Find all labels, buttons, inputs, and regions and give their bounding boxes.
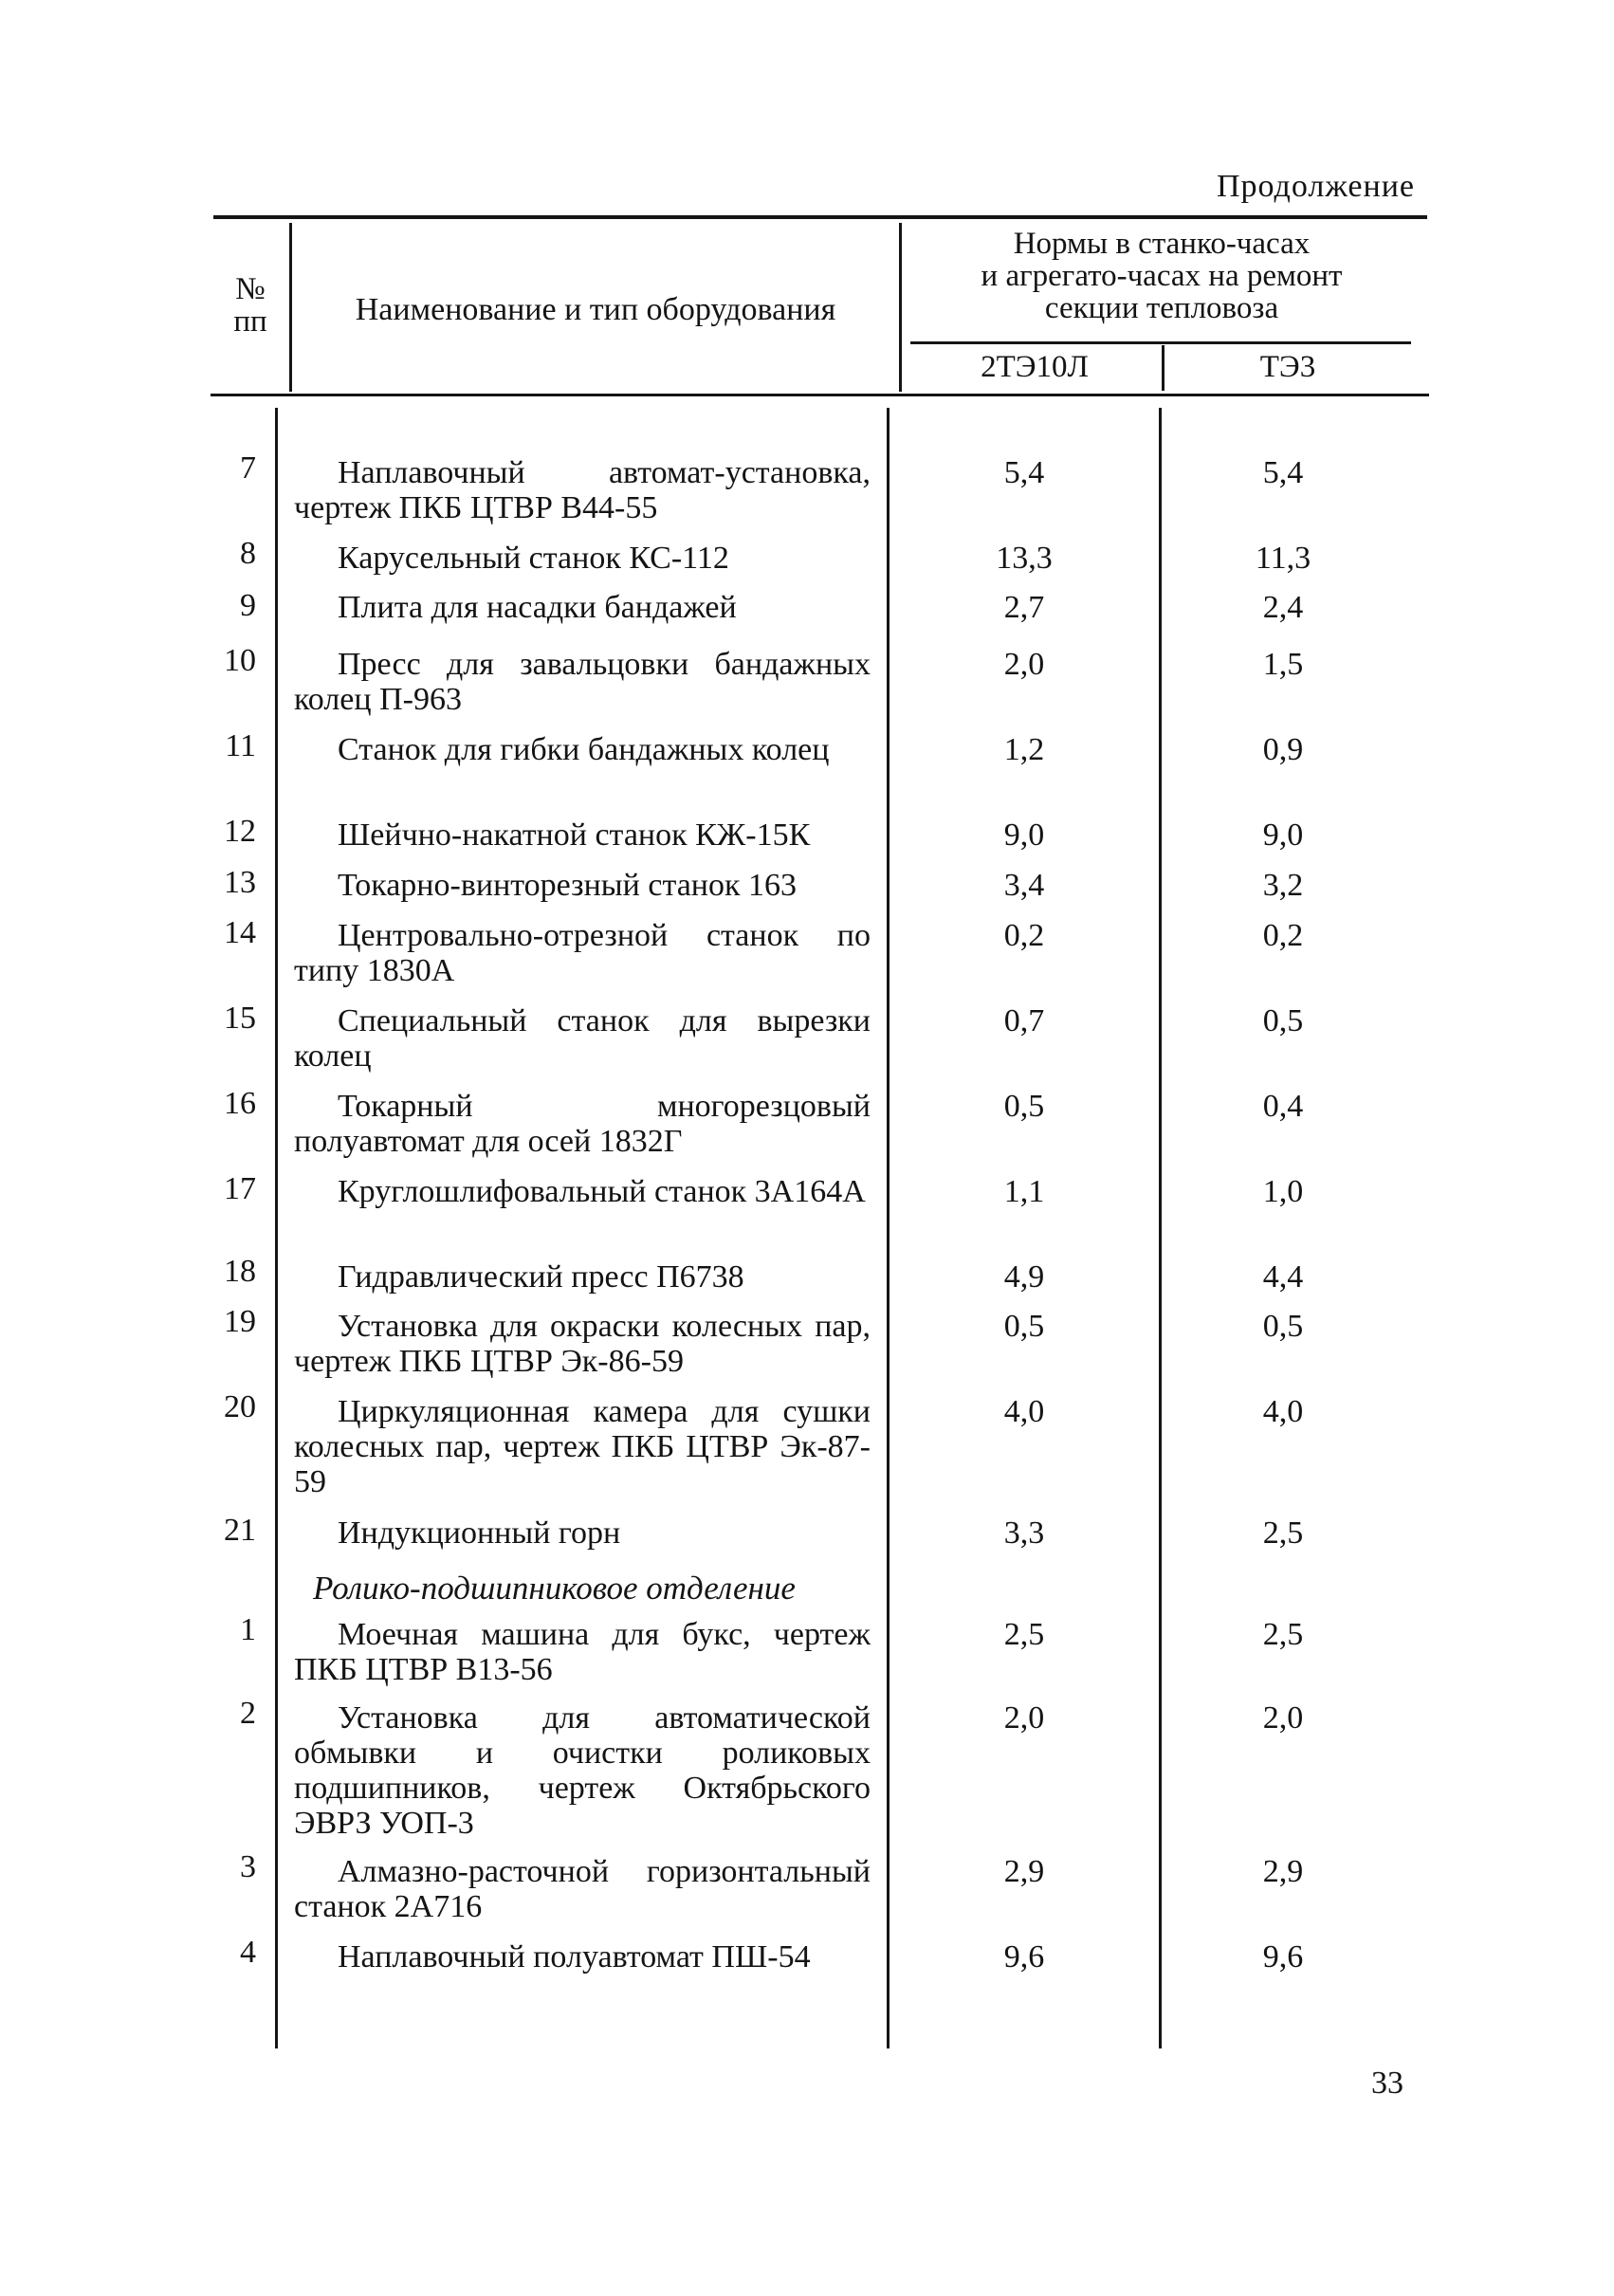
row-number: 10 xyxy=(224,643,256,678)
header-vrule-2 xyxy=(899,223,902,392)
row-name: Циркуляционная камера для сушки колесных пар, чертеж ПКБ ЦТВР Эк-87-59 xyxy=(294,1394,871,1499)
row-value-te3: 9,0 xyxy=(1262,817,1304,853)
row-value-te3: 2,4 xyxy=(1262,590,1304,625)
row-name: Наплавочный полуавтомат ПШ-54 xyxy=(338,1939,811,1975)
row-value-2te10l: 13,3 xyxy=(996,541,1053,576)
header-mid-rule xyxy=(910,341,1411,344)
header-bottom-rule xyxy=(211,394,1429,396)
row-number: 7 xyxy=(240,450,256,486)
row-value-te3: 0,5 xyxy=(1262,1309,1304,1344)
row-value-te3: 2,5 xyxy=(1262,1515,1304,1551)
row-value-te3: 4,0 xyxy=(1262,1394,1304,1429)
header-top-rule xyxy=(213,215,1427,219)
row-number: 15 xyxy=(224,1001,256,1036)
row-value-2te10l: 3,4 xyxy=(1003,868,1045,903)
row-name: Плита для насадки бандажей xyxy=(338,590,737,625)
body-vrule-2 xyxy=(887,408,890,2048)
row-number: 16 xyxy=(224,1086,256,1121)
row-value-te3: 11,3 xyxy=(1255,541,1311,576)
page-number: 33 xyxy=(1371,2066,1403,2101)
row-value-te3: 2,0 xyxy=(1262,1700,1304,1736)
row-number: 8 xyxy=(240,536,256,571)
row-value-te3: 0,2 xyxy=(1262,918,1304,953)
row-name: Гидравлический пресс П6738 xyxy=(338,1259,744,1295)
row-value-2te10l: 0,5 xyxy=(1003,1309,1045,1344)
row-value-2te10l: 2,0 xyxy=(1003,1700,1045,1736)
row-number: 14 xyxy=(224,915,256,950)
row-value-2te10l: 9,0 xyxy=(1003,817,1045,853)
row-name: Центровально-отрезной станок по типу 1830А xyxy=(294,918,871,988)
row-number: 2 xyxy=(240,1696,256,1731)
row-name: Моечная машина для букс, чертеж ПКБ ЦТВР В13-56 xyxy=(294,1617,871,1687)
row-number: 17 xyxy=(224,1171,256,1206)
row-name: Круглошлифовальный станок 3А164А xyxy=(338,1174,866,1209)
row-name: Пресс для завальцовки бандажных колец П-963 xyxy=(294,647,871,717)
continuation-label: Продолжение xyxy=(1216,169,1415,204)
row-value-2te10l: 1,1 xyxy=(1003,1174,1045,1209)
row-name: Токарно-винторезный станок 163 xyxy=(338,868,798,903)
row-number: 13 xyxy=(224,865,256,900)
row-value-te3: 9,6 xyxy=(1262,1939,1304,1975)
row-value-2te10l: 0,2 xyxy=(1003,918,1045,953)
row-value-2te10l: 5,4 xyxy=(1003,455,1045,490)
row-value-2te10l: 2,9 xyxy=(1003,1854,1045,1889)
section-title: Ролико-подшипниковое отделение xyxy=(313,1570,796,1607)
row-number: 18 xyxy=(224,1254,256,1289)
row-number: 21 xyxy=(224,1513,256,1548)
row-value-te3: 0,9 xyxy=(1262,732,1304,767)
row-value-2te10l: 2,0 xyxy=(1003,647,1045,682)
row-number: 19 xyxy=(224,1304,256,1339)
row-value-2te10l: 0,7 xyxy=(1003,1003,1045,1038)
row-value-2te10l: 0,5 xyxy=(1003,1089,1045,1124)
row-name: Карусельный станок КС-112 xyxy=(338,541,729,576)
row-value-te3: 0,5 xyxy=(1262,1003,1304,1038)
row-name: Шейчно-накатной станок КЖ-15К xyxy=(338,817,811,853)
row-value-2te10l: 4,9 xyxy=(1003,1259,1045,1295)
row-name: Индукционный горн xyxy=(338,1515,621,1551)
row-value-te3: 2,9 xyxy=(1262,1854,1304,1889)
row-value-te3: 5,4 xyxy=(1262,455,1304,490)
row-number: 20 xyxy=(224,1389,256,1424)
row-name: Токарный многорезцовый полуавтомат для осей 1832Г xyxy=(294,1089,871,1159)
row-value-te3: 1,0 xyxy=(1262,1174,1304,1209)
row-value-2te10l: 4,0 xyxy=(1003,1394,1045,1429)
row-name: Наплавочный автомат-установка, чертеж ПКБ ЦТВР В44-55 xyxy=(294,455,871,525)
row-name: Установка для окраски колесных пар, чертеж ПКБ ЦТВР Эк-86-59 xyxy=(294,1309,871,1379)
row-value-te3: 3,2 xyxy=(1262,868,1304,903)
row-number: 3 xyxy=(240,1849,256,1884)
row-name: Станок для гибки бандажных колец xyxy=(338,732,830,767)
row-name: Специальный станок для вырезки колец xyxy=(294,1003,871,1074)
row-number: 11 xyxy=(225,728,256,763)
row-value-te3: 1,5 xyxy=(1262,647,1304,682)
row-value-te3: 4,4 xyxy=(1262,1259,1304,1295)
body-vrule-3 xyxy=(1159,408,1162,2048)
header-col-2te10l: 2ТЭ10Л xyxy=(981,350,1089,384)
header-vrule-1 xyxy=(289,223,292,392)
header-col-norms: Нормы в станко-часах и агрегато-часах на ремонт секции тепловоза xyxy=(981,227,1343,325)
row-value-te3: 2,5 xyxy=(1262,1617,1304,1652)
row-name: Алмазно-расточной горизонтальный станок 2А716 xyxy=(294,1854,871,1924)
header-col-te3: ТЭ3 xyxy=(1259,350,1316,384)
row-value-2te10l: 3,3 xyxy=(1003,1515,1045,1551)
row-value-2te10l: 1,2 xyxy=(1003,732,1045,767)
row-value-te3: 0,4 xyxy=(1262,1089,1304,1124)
row-number: 9 xyxy=(240,588,256,623)
body-vrule-1 xyxy=(275,408,278,2048)
row-number: 1 xyxy=(240,1612,256,1647)
row-value-2te10l: 2,5 xyxy=(1003,1617,1045,1652)
row-name: Установка для автоматической обмывки и очистки роликовых подшипников, чертеж Октябрьского ЭВРЗ УОП-3 xyxy=(294,1700,871,1841)
row-value-2te10l: 2,7 xyxy=(1003,590,1045,625)
row-number: 12 xyxy=(224,814,256,849)
header-col-number: № пп xyxy=(233,272,267,339)
row-value-2te10l: 9,6 xyxy=(1003,1939,1045,1975)
row-number: 4 xyxy=(240,1935,256,1970)
header-col-name: Наименование и тип оборудования xyxy=(355,292,836,327)
